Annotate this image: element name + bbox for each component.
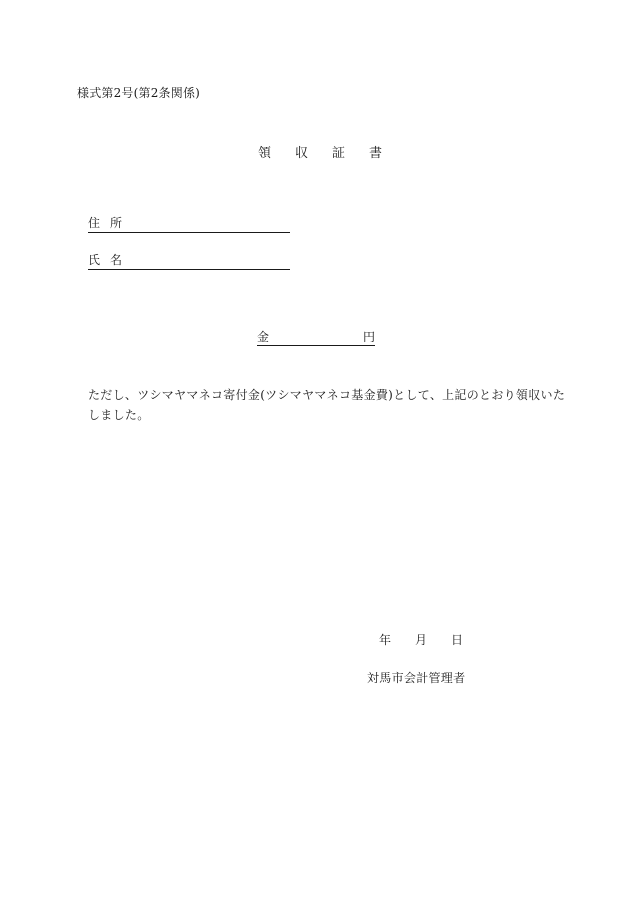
- form-number: 様式第2号(第2条関係): [77, 86, 201, 100]
- address-label-char: 住: [88, 216, 101, 230]
- name-field: [88, 251, 290, 270]
- title-char: 収: [295, 146, 309, 161]
- receipt-statement: ただし、ツシマヤマネコ寄付金(ツシマヤマネコ基金費)として、上記のとおり領収いたしました。: [88, 388, 566, 422]
- amount-prefix: 金: [257, 330, 270, 344]
- document-title: [258, 142, 382, 161]
- signer-title: 対馬市会計管理者: [367, 671, 466, 685]
- amount-suffix: 円: [362, 330, 375, 344]
- date-year: 年: [379, 633, 392, 647]
- name-label: [88, 253, 132, 267]
- address-label-char: 所: [110, 216, 123, 230]
- title-char: 領: [258, 146, 272, 161]
- date-month: 月: [415, 633, 428, 647]
- date-day: 日: [451, 633, 464, 647]
- name-label-char: 名: [110, 253, 123, 267]
- title-char: 書: [369, 146, 383, 161]
- address-label: [88, 216, 132, 230]
- amount-field: [257, 328, 375, 346]
- date-line: [379, 631, 463, 648]
- name-label-char: 氏: [88, 253, 101, 267]
- address-field: [88, 214, 290, 233]
- title-char: 証: [332, 146, 346, 161]
